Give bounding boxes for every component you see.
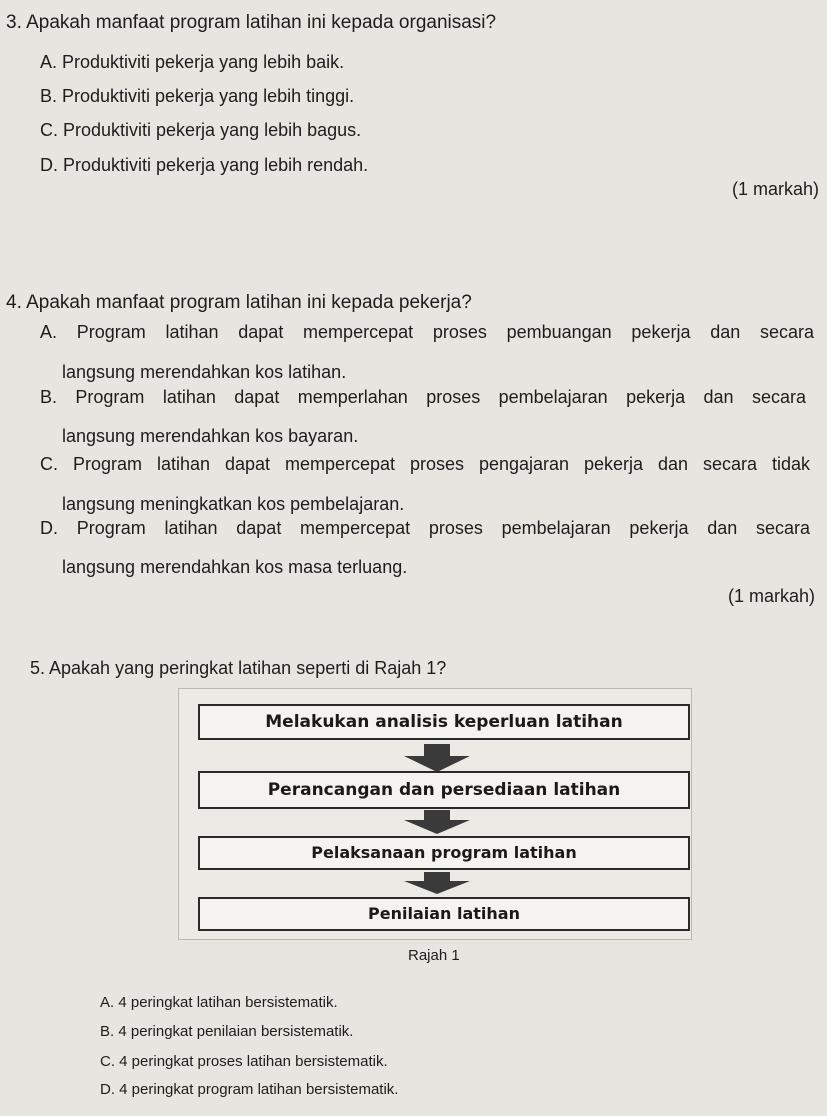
q5-option-d[interactable]: D. 4 peringkat program latihan bersistematik. xyxy=(100,1081,399,1098)
stage-4-box: Penilaian latihan xyxy=(198,897,690,931)
figure-caption: Rajah 1 xyxy=(408,947,460,964)
q3-option-b[interactable]: B. Produktiviti pekerja yang lebih tinggi. xyxy=(40,86,355,106)
q4-option-b[interactable]: B. Program latihan dapat memperlahan proses pembelajaran pekerja dan secara xyxy=(40,387,806,407)
q4-question: 4. Apakah manfaat program latihan ini kepada pekerja? xyxy=(6,292,472,313)
q4-option-d[interactable]: D. Program latihan dapat mempercepat proses pembelajaran pekerja dan secara xyxy=(40,518,810,538)
arrow-down-icon xyxy=(404,872,470,894)
q5-option-c[interactable]: C. 4 peringkat proses latihan bersistematik. xyxy=(100,1053,388,1070)
q3-question: 3. Apakah manfaat program latihan ini kepada organisasi? xyxy=(6,12,497,33)
q5-question: 5. Apakah yang peringkat latihan seperti di Rajah 1? xyxy=(30,658,447,678)
stage-2-box: Perancangan dan persediaan latihan xyxy=(198,771,690,809)
q5-option-b[interactable]: B. 4 peringkat penilaian bersistematik. xyxy=(100,1023,354,1040)
q3-marks: (1 markah) xyxy=(731,179,819,199)
q4-option-a-cont: langsung merendahkan kos latihan. xyxy=(62,362,347,382)
q4-option-c[interactable]: C. Program latihan dapat mempercepat proses pengajaran pekerja dan secara tidak xyxy=(40,454,810,474)
q4-option-d-cont: langsung merendahkan kos masa terluang. xyxy=(62,557,408,577)
arrow-down-icon xyxy=(404,810,470,834)
arrow-down-icon xyxy=(404,744,470,772)
q3-option-a[interactable]: A. Produktiviti pekerja yang lebih baik. xyxy=(40,52,345,72)
q4-option-b-cont: langsung merendahkan kos bayaran. xyxy=(62,426,359,446)
q5-option-a[interactable]: A. 4 peringkat latihan bersistematik. xyxy=(100,994,338,1011)
q4-option-a[interactable]: A. Program latihan dapat mempercepat proses pembuangan pekerja dan secara xyxy=(40,322,814,342)
stage-3-box: Pelaksanaan program latihan xyxy=(198,836,690,870)
q3-option-d[interactable]: D. Produktiviti pekerja yang lebih rendah. xyxy=(40,155,369,175)
q4-option-c-cont: langsung meningkatkan kos pembelajaran. xyxy=(62,494,405,514)
q4-marks: (1 markah) xyxy=(727,586,815,606)
q3-option-c[interactable]: C. Produktiviti pekerja yang lebih bagus. xyxy=(40,120,362,140)
stage-1-box: Melakukan analisis keperluan latihan xyxy=(198,704,690,740)
